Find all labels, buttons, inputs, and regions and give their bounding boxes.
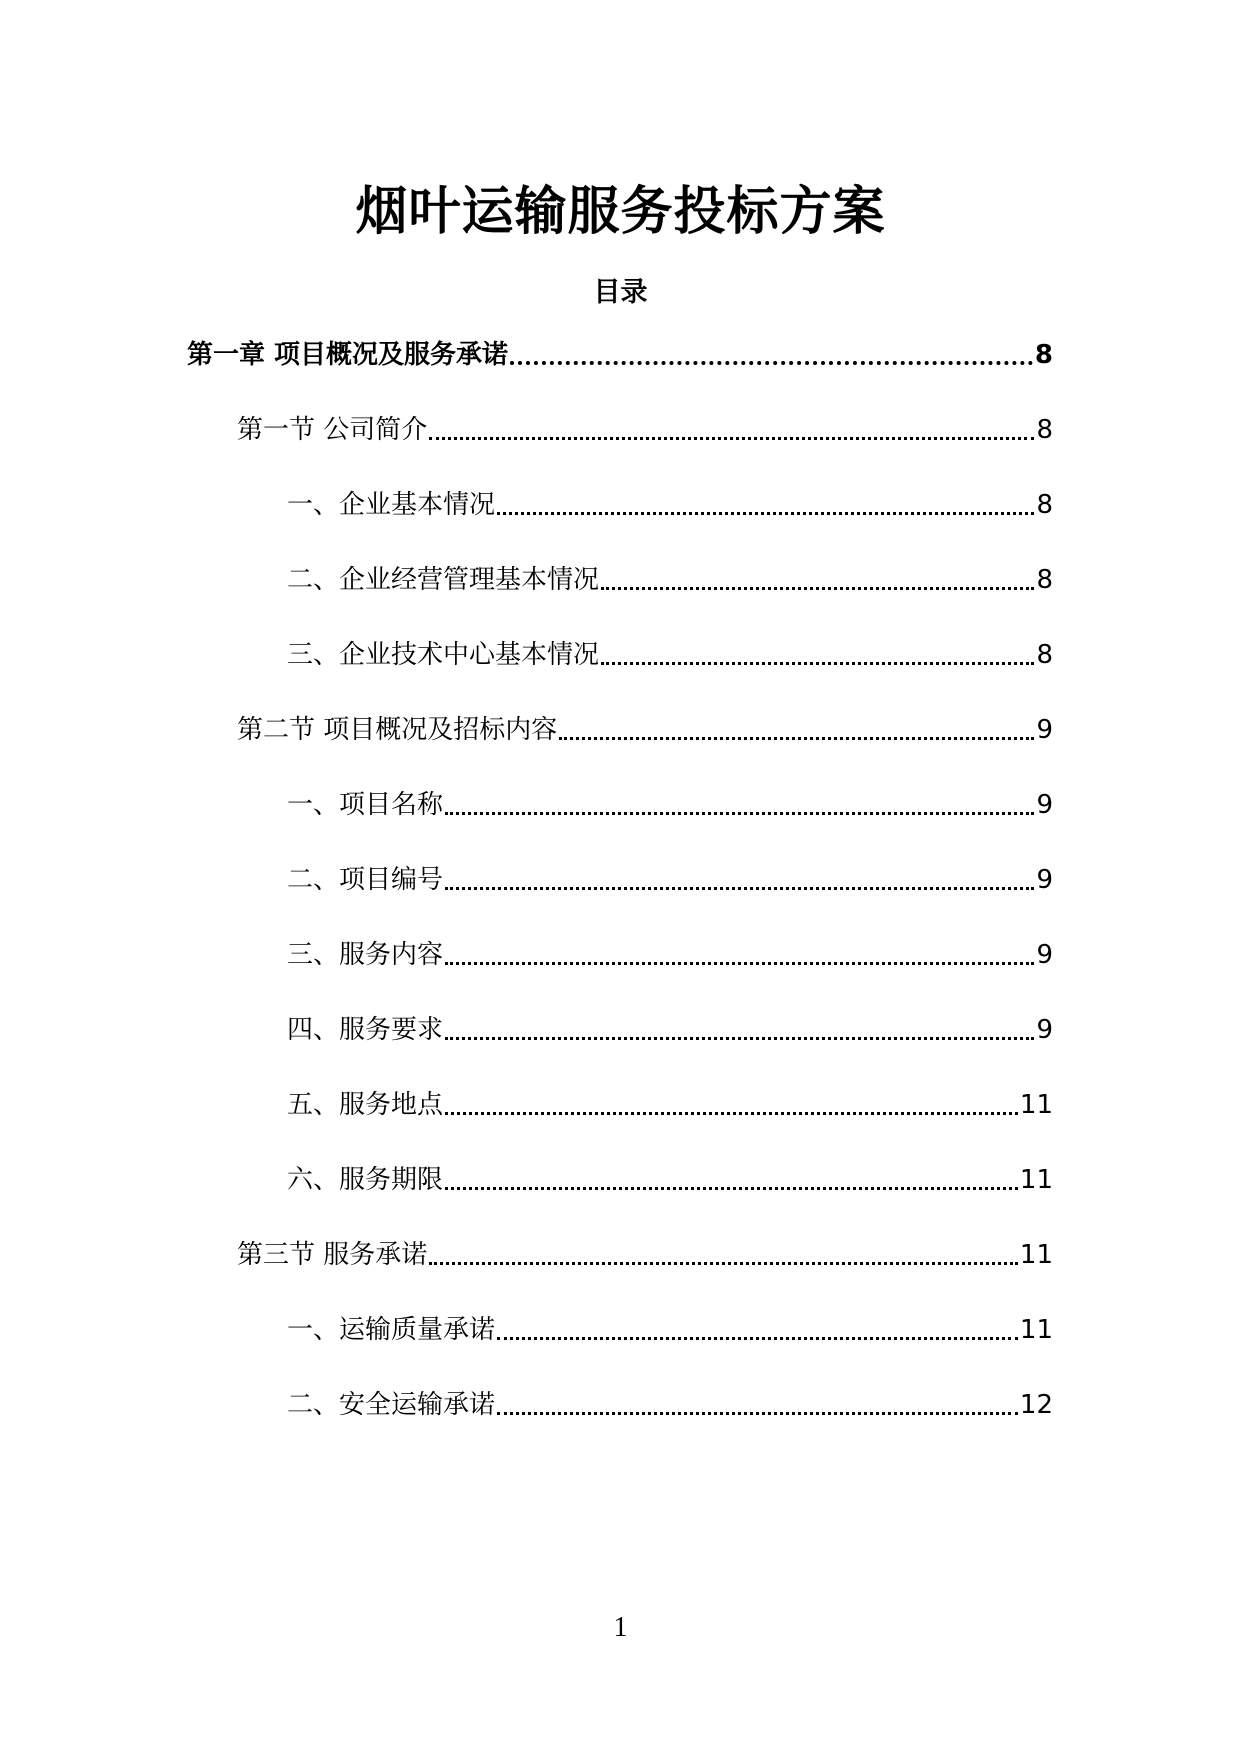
toc-entry-page: 9 (1036, 865, 1053, 895)
toc-entry-text: 二、安全运输承诺 (287, 1390, 496, 1420)
toc-dot-leader (559, 737, 1034, 740)
toc-entry-text: 一、企业基本情况 (287, 490, 496, 520)
toc-entry-text: 四、服务要求 (287, 1015, 444, 1045)
toc-entry-page: 9 (1036, 790, 1053, 820)
toc-entry-item[interactable] (287, 1082, 1053, 1122)
toc-entry-item[interactable] (287, 1157, 1053, 1197)
toc-entry-page: 9 (1036, 715, 1053, 745)
toc-entry-page: 8 (1036, 640, 1053, 670)
toc-entry-text: 六、服务期限 (287, 1165, 444, 1195)
toc-dot-leader (429, 437, 1034, 440)
toc-dot-leader (601, 662, 1034, 665)
toc-entry-text: 一、运输质量承诺 (287, 1315, 496, 1345)
toc-entry-page: 11 (1019, 1315, 1053, 1345)
toc-dot-leader (445, 1112, 1018, 1115)
toc-entry-section-2[interactable] (237, 707, 1053, 747)
toc-dot-leader (497, 512, 1034, 515)
toc-entry-text: 二、项目编号 (287, 865, 444, 895)
toc-dot-leader (497, 1412, 1018, 1415)
toc-entry-item[interactable] (287, 482, 1053, 522)
toc-entry-page: 12 (1019, 1390, 1053, 1420)
toc-dot-leader (429, 1262, 1018, 1265)
toc-dot-leader (497, 1337, 1018, 1340)
toc-entry-text: 五、服务地点 (287, 1090, 444, 1120)
toc-entry-text: 三、服务内容 (287, 940, 444, 970)
toc-entry-text: 第一章 项目概况及服务承诺 (187, 340, 509, 370)
toc-entry-item[interactable] (287, 632, 1053, 672)
toc-entry-text: 一、项目名称 (287, 790, 444, 820)
toc-entry-item[interactable] (287, 1307, 1053, 1347)
toc-dot-leader (445, 1187, 1018, 1190)
toc-entry-page: 8 (1036, 565, 1053, 595)
toc-entry-item[interactable] (287, 557, 1053, 597)
document-title: 烟叶运输服务投标方案 (355, 182, 886, 242)
toc-entry-page: 9 (1036, 940, 1053, 970)
toc-entry-page: 8 (1036, 415, 1053, 445)
toc-entry-text: 二、企业经营管理基本情况 (287, 565, 600, 595)
toc-entry-page: 9 (1036, 1015, 1053, 1045)
toc-entry-item[interactable] (287, 782, 1053, 822)
toc-entry-chapter-1[interactable] (187, 332, 1053, 372)
toc-entry-page: 8 (1034, 340, 1053, 370)
toc-dot-leader (445, 1037, 1034, 1040)
toc-entry-item[interactable] (287, 1382, 1053, 1422)
toc-entry-text: 第二节 项目概况及招标内容 (237, 715, 558, 745)
toc-dot-leader (510, 361, 1033, 365)
toc-entry-item[interactable] (287, 857, 1053, 897)
toc-entry-text: 第一节 公司简介 (237, 415, 428, 445)
toc-dot-leader (445, 887, 1034, 890)
toc-dot-leader (445, 962, 1034, 965)
toc-entry-text: 第三节 服务承诺 (237, 1240, 428, 1270)
toc-entry-item[interactable] (287, 932, 1053, 972)
toc-entry-text: 三、企业技术中心基本情况 (287, 640, 600, 670)
toc-entry-page: 11 (1019, 1165, 1053, 1195)
toc-heading: 目录 (593, 277, 648, 308)
toc-entry-section-1[interactable] (237, 407, 1053, 447)
toc-dot-leader (601, 587, 1034, 590)
toc-entry-page: 11 (1019, 1090, 1053, 1120)
toc-entry-page: 11 (1019, 1240, 1053, 1270)
toc-entry-item[interactable] (287, 1007, 1053, 1047)
toc-dot-leader (445, 812, 1034, 815)
toc-entry-page: 8 (1036, 490, 1053, 520)
page-number: 1 (613, 1612, 628, 1643)
toc-entry-section-3[interactable] (237, 1232, 1053, 1272)
